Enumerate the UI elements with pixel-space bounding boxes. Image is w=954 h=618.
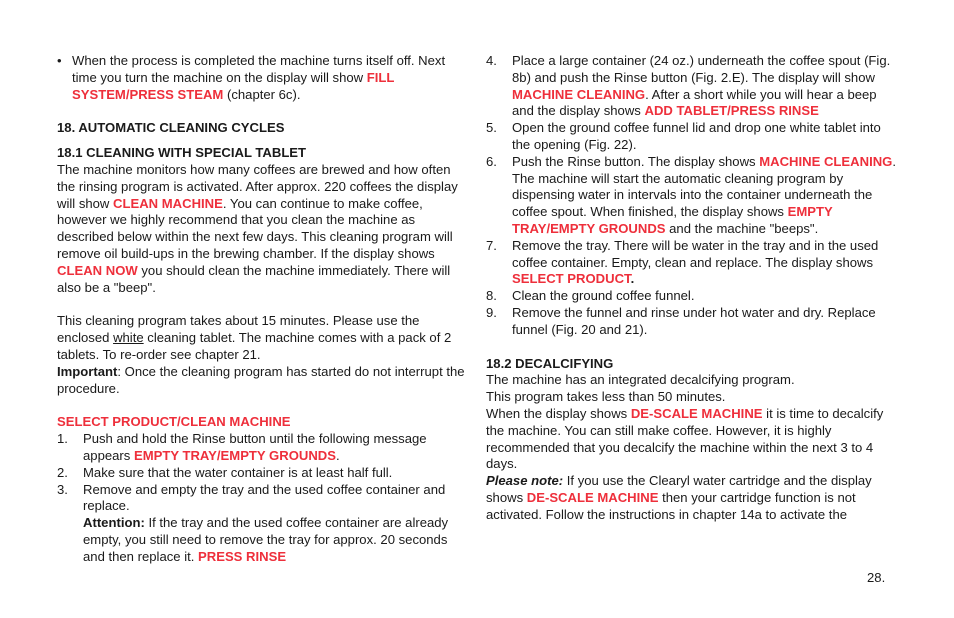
step-6: 6. Push the Rinse button. The display shows MACHINE CLEANING. The machine will start the automatic cleaning program by dispensing water in intervals into the container underneath the coffee spout. When finished, the display shows EMPTY TRAY/EMPTY GROUNDS and the machine "beeps". (486, 153, 896, 236)
display-message: SELECT PRODUCT (512, 271, 631, 287)
display-message-heading: SELECT PRODUCT/CLEAN MACHINE (57, 414, 291, 430)
important-label: Important (57, 363, 118, 379)
step-1: 1. Push and hold the Rinse button until the following message appears EMPTY TRAY/EMPTY GROUNDS. (57, 431, 427, 463)
display-message: PRESS RINSE (198, 548, 287, 564)
step-3: 3. Remove and empty the tray and the used coffee container and replace. Attention: If the tray and the used coffee container are already empty, you still need to remove the tray for approx. 20 seconds and then replace it. PRESS RINSE (57, 482, 469, 566)
attention-note: Attention: If the tray and the used coffee container are already empty, you still need to remove the tray for approx. 20 seconds and then replace it. PRESS RINSE (83, 515, 449, 564)
please-note-label: Please note: (486, 473, 564, 489)
decal-paragraph: When the display shows DE-SCALE MACHINE it is time to decalcify the machine. You can still make coffee. However, it is highly recommended that you decalcify the machine within the next 3 to 4 days. (486, 405, 884, 472)
display-message: ADD TABLET/PRESS RINSE (644, 103, 819, 119)
right-column (486, 53, 898, 524)
display-message: MACHINE CLEANING (512, 86, 646, 102)
step-2: 2. Make sure that the water container is at least half full. (57, 464, 393, 480)
display-message: CLEAN MACHINE (113, 195, 223, 211)
decal-line-1: The machine has an integrated decalcifying program. (486, 372, 795, 388)
display-message: MACHINE CLEANING (759, 153, 893, 169)
display-message: EMPTY TRAY/EMPTY GROUNDS (133, 447, 336, 463)
display-message: EMPTY TRAY/EMPTY GROUNDS (512, 204, 833, 236)
section-heading-18-2: 18.2 DECALCIFYING (486, 355, 614, 371)
step-4: 4. Place a large container (24 oz.) underneath the coffee spout (Fig. 8b) and push the Rinse button (Fig. 2.E). The display will show MACHINE CLEANING. After a short while you will hear a beep and the display shows ADD TABLET/PRESS RINSE (486, 53, 891, 119)
bullet-text: When the process is completed the machine turns itself off. Next time you turn the machine on the display will show FILL SYSTEM/PRESS STEAM (chapter 6c). (72, 53, 446, 102)
section-heading-18: 18. AUTOMATIC CLEANING CYCLES (57, 120, 285, 136)
display-message: FILL SYSTEM/PRESS STEAM (72, 69, 395, 102)
display-message: DE-SCALE MACHINE (630, 405, 763, 421)
decal-line-2: This program takes less than 50 minutes. (486, 389, 726, 405)
please-note: Please note: If you use the Clearyl water cartridge and the display shows DE-SCALE MACHINE then your cartridge function is not activated. Follow the instructions in chapter 14a to activate the (486, 473, 872, 522)
left-column (57, 53, 469, 566)
paragraph-cleaning-intro: The machine monitors how many coffees are brewed and how often the rinsing program is activated. After approx. 220 coffees the display will show CLEAN MACHINE. You can continue to make coffee, however we highly recommend that you clean the machine as described below within the next few days. This cleaning program will remove oil build-ups in the brewing chamber. If the display shows CLEAN NOW you should clean the machine immediately. There will also be a "beep". (57, 161, 458, 295)
paragraph-cleaning-duration: This cleaning program takes about 15 minutes. Please use the enclosed white cleaning tablet. The machine comes with a pack of 2 tablets. To re-order see chapter 21. (57, 313, 452, 362)
underlined-word: white (113, 330, 144, 346)
display-message: DE-SCALE MACHINE (526, 489, 659, 505)
page-number: 28. (867, 570, 886, 585)
step-8: 8. Clean the ground coffee funnel. (486, 288, 695, 304)
important-note: Important: Once the cleaning program has started do not interrupt the procedure. (57, 363, 465, 396)
bullet-marker: • (57, 53, 62, 68)
attention-label: Attention: (83, 515, 145, 531)
step-9: 9. Remove the funnel and rinse under hot water and dry. Replace funnel (Fig. 20 and 21). (486, 304, 876, 337)
section-heading-18-1: 18.1 CLEANING WITH SPECIAL TABLET (57, 145, 307, 161)
bullet-process-complete (57, 53, 469, 103)
display-message: CLEAN NOW (57, 262, 138, 278)
step-5: 5. Open the ground coffee funnel lid and drop one white tablet into the opening (Fig. 22). (486, 120, 881, 152)
step-7: 7. Remove the tray. There will be water in the tray and in the used coffee container. Empty, clean and replace. The display shows SELECT PRODUCT. (486, 237, 879, 287)
